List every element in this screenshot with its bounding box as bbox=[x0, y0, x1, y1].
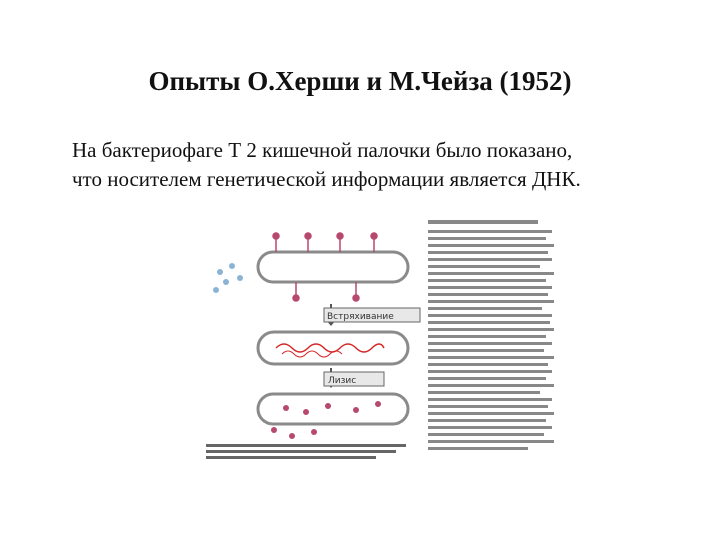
injected-dna bbox=[276, 344, 384, 352]
body-text bbox=[72, 136, 682, 194]
bacterial-cell-2 bbox=[258, 332, 408, 364]
stage-label-lysis: Лизис bbox=[328, 376, 357, 386]
scanned-text-column bbox=[428, 220, 554, 450]
attached-phages bbox=[273, 233, 377, 301]
progeny-phages bbox=[271, 401, 381, 439]
body-line-2: что носителем генетической информации является ДНК. bbox=[72, 167, 581, 191]
body-line-1: На бактериофаге Т 2 кишечной палочки было показано, bbox=[72, 138, 573, 162]
lysed-cell bbox=[258, 394, 408, 424]
stage-label-shaking: Встряхивание bbox=[327, 312, 394, 322]
textbook-figure-scan bbox=[196, 212, 558, 460]
experiment-diagram bbox=[206, 233, 420, 459]
figure-svg bbox=[196, 212, 558, 460]
figure-caption-scan bbox=[206, 444, 406, 459]
bacterial-cell-1 bbox=[258, 252, 408, 282]
free-phages bbox=[213, 263, 243, 293]
slide-title: Опыты О.Херши и М.Чейза (1952) bbox=[148, 66, 572, 96]
